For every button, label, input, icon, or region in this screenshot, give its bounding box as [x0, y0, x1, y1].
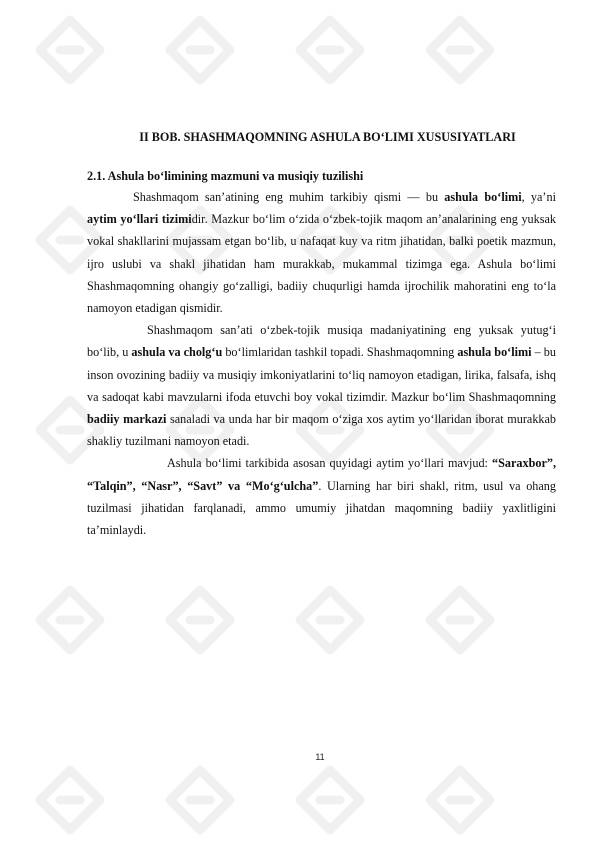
- document-body: [87, 127, 556, 541]
- watermark-logo: [300, 20, 360, 80]
- paragraph-1-text-1: Shashmaqom san’atining eng muhim tarkibiy qismi — bu: [133, 190, 445, 204]
- watermark-logo: [300, 770, 360, 830]
- watermark-logo: [300, 590, 360, 650]
- watermark-logo: [170, 770, 230, 830]
- watermark-logo: [170, 590, 230, 650]
- paragraph-2-bold-2: ashula bo‘limi: [457, 345, 532, 360]
- watermark-logo: [170, 20, 230, 80]
- paragraph-1: [87, 186, 556, 319]
- watermark-logo: [40, 770, 100, 830]
- paragraph-1-bold-1: ashula bo‘limi: [444, 190, 522, 204]
- watermark-logo: [40, 20, 100, 80]
- watermark-logo: [40, 590, 100, 650]
- chapter-title: II BOB. SHASHMAQOMNING ASHULA BO‘LIMI XUSUSIYATLARI: [139, 130, 516, 144]
- paragraph-2-text-1: Shashmaqom san’ati o‘zbek-tojik musiqa madaniyatining eng yuksak yutug‘i bo‘lib, u: [87, 323, 556, 360]
- watermark-logo: [430, 590, 490, 650]
- page-number: 11: [315, 752, 325, 762]
- watermark-logo: [430, 770, 490, 830]
- paragraph-3: [87, 452, 556, 541]
- watermark-logo: [430, 20, 490, 80]
- paragraph-1-text-3: dir. Mazkur bo‘lim o‘zida o‘zbek-tojik maqom an’analarining eng yuksak vokal shakllarini mujassam etgan bo‘lib, u nafaqat kuy va ritm jihatidan, balki poetik mazmun, ijro uslubi va shakl jihatidan ham murakkab, mukammal tizimga ega. Ashula bo‘limi Shashmaqomning ohangiy go‘zalligi, badiiy chuqurligi hamda ijrochilik mahoratini eng to‘la namoyon etadigan qismidir.: [87, 212, 556, 316]
- paragraph-2-bold-3: badiiy markazi: [87, 412, 167, 427]
- paragraph-2-bold-1: ashula va cholg‘u: [131, 345, 223, 360]
- section-title: 2.1. Ashula bo‘limining mazmuni va musiqiy tuzilishi: [87, 169, 364, 183]
- paragraph-3-text-1: Ashula bo‘limi tarkibida asosan quyidagi aytim yo‘llari mavjud:: [167, 456, 493, 471]
- paragraph-3-text-2: . Ularning har biri shakl, ritm, usul va ohang tuzilmasi jihatidan farqlanadi, ammo umumiy jihatdan maqomning badiiy yaxlitligini ta’minlaydi.: [87, 478, 556, 538]
- paragraph-1-bold-2: aytim yo‘llari tizimi: [87, 212, 192, 227]
- paragraph-1-text-2: , ya’ni: [521, 190, 556, 204]
- paragraph-2: [87, 319, 556, 452]
- paragraph-2-text-2: bo‘limlaridan tashkil topadi. Shashmaqomning: [222, 345, 458, 360]
- paragraph-3-bold-1: “Saraxbor”, “Talqin”, “Nasr”, “Savt” va “Mo‘g‘ulcha”: [87, 456, 556, 493]
- paragraph-2-text-4: sanaladi va unda har bir maqom o‘ziga xos aytim yo‘llaridan iborat murakkab shakliy tuzilmani namoyon etadi.: [87, 412, 557, 449]
- paragraph-2-text-3: – bu inson ovozining badiiy va musiqiy imkoniyatlarini to‘liq namoyon etadigan, lirika, falsafa, ishq va sadoqat kabi mavzularni ifoda etuvchi boy vokal tizimdir. Mazkur bo‘lim Shashmaqomning: [87, 345, 556, 404]
